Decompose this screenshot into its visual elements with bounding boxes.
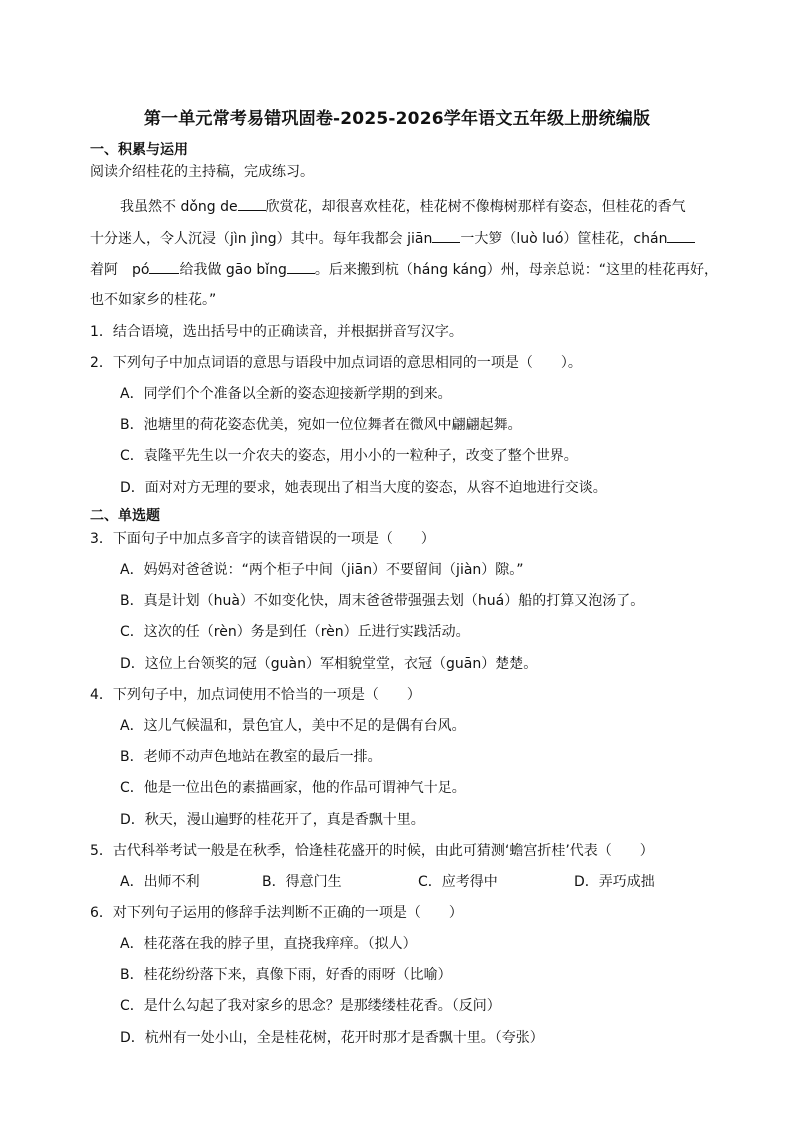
question-5-option-d[interactable]: D．弄巧成拙 xyxy=(574,874,655,890)
passage-line-4: 也不如家乡的桂花。” xyxy=(90,292,217,308)
fill-blank[interactable] xyxy=(287,259,315,274)
question-4-stem: 4．下列句子中，加点词使用不恰当的一项是（ ） xyxy=(90,687,421,703)
question-5-option-b[interactable]: B．得意门生 xyxy=(262,874,342,890)
question-3-option-b[interactable]: B．真是计划（huà）不如变化快，周末爸爸带强强去划（huá）船的打算又泡汤了。 xyxy=(120,593,645,609)
passage-text: 给我做 gāo bǐng xyxy=(179,262,287,278)
passage-text: 。后来搬到杭（háng kánɡ）州，母亲总说：“这里的桂花再好， xyxy=(314,262,719,278)
question-4-option-b[interactable]: B．老师不动声色地站在教室的最后一排。 xyxy=(120,749,382,765)
question-5-option-a[interactable]: A．出师不利 xyxy=(120,874,200,890)
section-intro: 阅读介绍桂花的主持稿，完成练习。 xyxy=(90,164,314,180)
passage-text: 我虽然不 dǒng de xyxy=(120,199,238,215)
passage-text: 欣赏花，却很喜欢桂花，桂花树不像梅树那样有姿态，但桂花的香气 xyxy=(265,199,686,215)
question-5-option-c[interactable]: C．应考得中 xyxy=(418,874,498,890)
question-6-option-a[interactable]: A．桂花落在我的脖子里，直挠我痒痒。（拟人） xyxy=(120,936,417,952)
fill-blank[interactable] xyxy=(667,228,695,243)
question-6-option-d[interactable]: D．杭州有一处小山，全是桂花树，花开时那才是香飘十里。（夸张） xyxy=(120,1030,544,1046)
section-heading-2: 二、单选题 xyxy=(90,508,160,524)
fill-blank[interactable] xyxy=(238,196,266,211)
page-title: 第一单元常考易错巩固卷-2025-2026学年语文五年级上册统编版 xyxy=(143,109,651,129)
section-heading-1: 一、积累与运用 xyxy=(90,142,188,158)
passage-line-1 xyxy=(120,196,686,217)
question-1: 1．结合语境，选出括号中的正确读音，并根据拼音写汉字。 xyxy=(90,324,463,340)
fill-blank[interactable] xyxy=(432,228,460,243)
question-3-option-d[interactable]: D．这位上台领奖的冠（guàn）军相貌堂堂，衣冠（guān）楚楚。 xyxy=(120,656,538,672)
passage-text: 着阿 pó xyxy=(90,262,150,278)
fill-blank[interactable] xyxy=(149,259,179,274)
question-6-option-b[interactable]: B．桂花纷纷落下来，真像下雨，好香的雨呀（比喻） xyxy=(120,967,452,983)
question-6-option-c[interactable]: C．是什么勾起了我对家乡的思念？是那缕缕桂花香。（反问） xyxy=(120,998,501,1014)
question-5-stem: 5．古代科举考试一般是在秋季，恰逢桂花盛开的时候，由此可猜测‘蟾宫折桂’代表（ ） xyxy=(90,843,654,859)
question-2-option-d[interactable]: D．面对对方无理的要求，她表现出了相当大度的姿态，从容不迫地进行交谈。 xyxy=(120,480,607,496)
question-2-option-a[interactable]: A．同学们个个准备以全新的姿态迎接新学期的到来。 xyxy=(120,386,452,402)
question-4-option-c[interactable]: C．他是一位出色的素描画家，他的作品可谓神气十足。 xyxy=(120,780,466,796)
passage-text: 十分迷人，令人沉浸（jìn jìng）其中。每年我都会 jiān xyxy=(90,231,433,247)
question-6-stem: 6．对下列句子运用的修辞手法判断不正确的一项是（ ） xyxy=(90,905,463,921)
passage-text: 一大箩（luò luó）筐桂花，chán xyxy=(460,231,668,247)
question-4-option-a[interactable]: A．这儿气候温和，景色宜人，美中不足的是偶有台风。 xyxy=(120,718,466,734)
question-2-option-b[interactable]: B．池塘里的荷花姿态优美，宛如一位位舞者在微风中翩翩起舞。 xyxy=(120,417,522,433)
passage-line-2 xyxy=(90,228,695,249)
question-3-stem: 3．下面句子中加点多音字的读音错误的一项是（ ） xyxy=(90,531,435,547)
question-2-stem: 2．下列句子中加点词语的意思与语段中加点词语的意思相同的一项是（ ）。 xyxy=(90,355,582,371)
question-3-option-a[interactable]: A．妈妈对爸爸说：“两个柜子中间（jiān）不要留间（jiàn）隙。” xyxy=(120,562,524,578)
passage-line-3 xyxy=(90,259,718,280)
question-2-option-c[interactable]: C．袁隆平先生以一介农夫的姿态，用小小的一粒种子，改变了整个世界。 xyxy=(120,448,578,464)
question-4-option-d[interactable]: D．秋天，漫山遍野的桂花开了，真是香飘十里。 xyxy=(120,812,425,828)
question-3-option-c[interactable]: C．这次的任（rèn）务是到任（rèn）丘进行实践活动。 xyxy=(120,624,470,640)
